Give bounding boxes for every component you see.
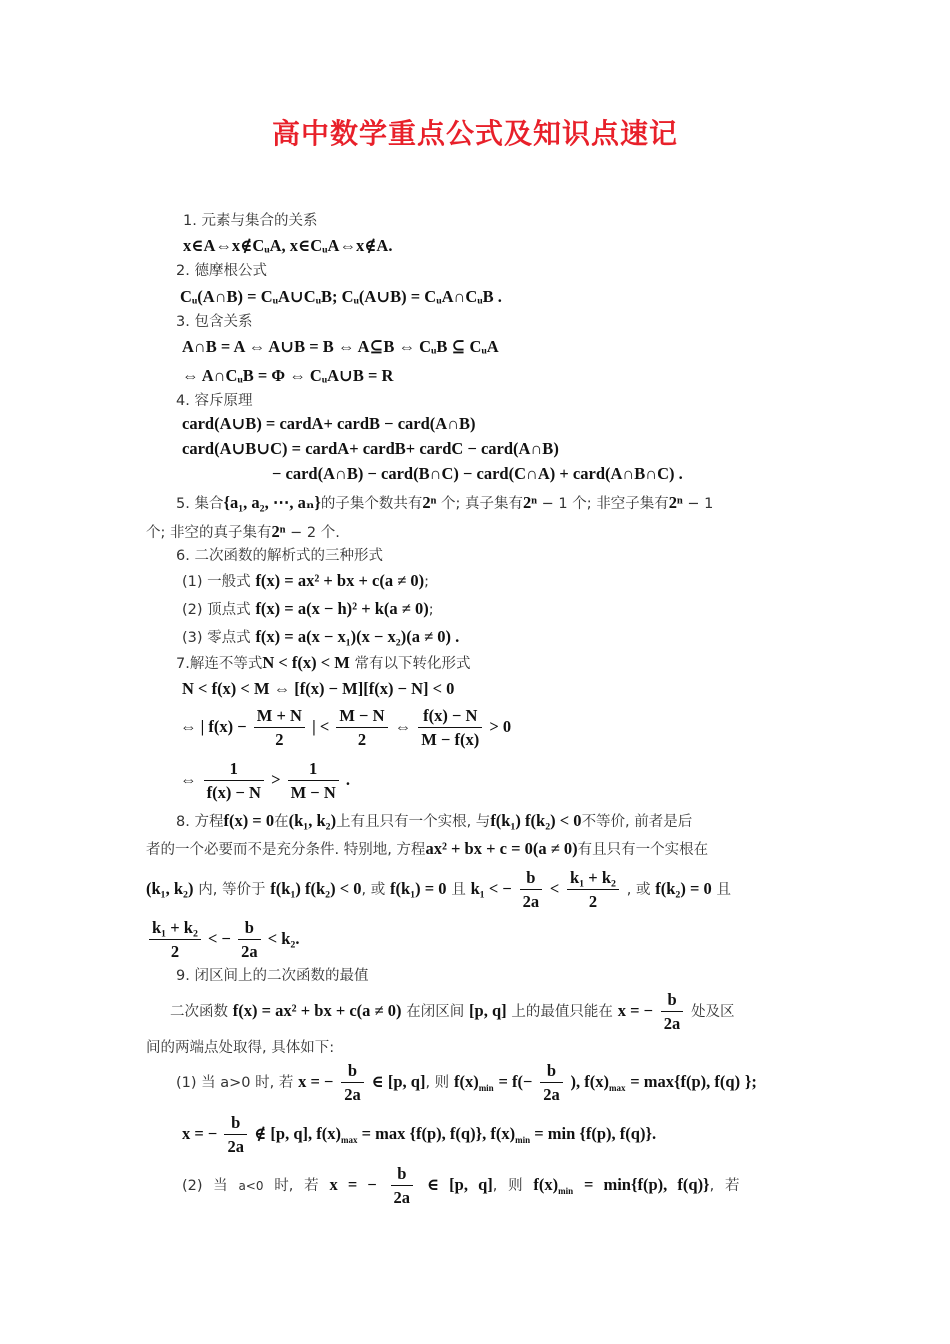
section-5-line-1: 5. 集合{a₁, a₂, ⋯, aₙ}的子集个数共有2ⁿ 个; 真子集有2ⁿ − 1 个; 非空子集有2ⁿ − 1 xyxy=(176,493,714,512)
section-9-case-1: (1) 当 a>0 时, 若 x = − $\frac{b}{2a}$ ∈ [p, q], 则 $f(x)_{min} = f(-$ $\frac{b}{2a}$ ), $f(x)_{max} = \max\{f(p)$, f(q) }; xyxy=(176,1061,757,1104)
fraction: $\frac{f(x) - N}{M - f(x)}$ xyxy=(418,706,482,750)
section-8-line-3: (k₁, k₂) 内, 等价于 f(k₁) f(k₂) < 0, 或 f(k₁) = 0 且 k₁ < − $\frac{b}{2a}$ < $\frac{\text{k₁ + k₂}}{2}$ , 或 f(k₂) = 0 且 xyxy=(146,868,732,911)
section-3-formula-2: ⇔ A∩CᵤB = Φ ⇔ CᵤA∪B = R xyxy=(182,366,394,385)
section-6-vertex-form: (2) 顶点式 f(x) = a(x − h)² + k(a ≠ 0); xyxy=(182,599,434,618)
fraction: $\frac{b}{2a}$ xyxy=(224,1113,247,1157)
section-4-heading: 4. 容斥原理 xyxy=(176,393,253,409)
fraction: $\frac{M + N}{2}$ xyxy=(254,706,305,750)
section-9-case-1-else: x = − $\frac{b}{2a}$ ∉ [p, q], $f(x)_{max} = \max \{f(p)$, f(q)}, $f(x)_{min} = \min \{f(p)$, f(q)}. xyxy=(182,1113,657,1156)
fraction: $\frac{b}{2a}$ xyxy=(540,1061,563,1105)
section-4-formula-2: card(A∪B∪C) = cardA+ cardB+ cardC − card(A∩B) xyxy=(182,439,559,458)
section-1-formula: x∈A⇔x∉CᵤA, x∈CᵤA⇔x∉A. xyxy=(183,236,393,255)
fraction: $\frac{1}{f(x) - N}$ xyxy=(204,759,264,803)
section-9-case-2: (2) 当 a<0 时, 若 x = − $\frac{b}{2a}$ ∈ [p, q], 则 $f(x)_{min} = \min\{f(p)$, f(q)}, 若 xyxy=(182,1164,740,1207)
fraction: $\frac{b}{2a}$ xyxy=(341,1061,364,1105)
section-6-zero-form: (3) 零点式 f(x) = a(x − x₁)(x − x₂)(a ≠ 0) . xyxy=(182,627,460,646)
section-7-formula-3: ⇔ $\frac{1}{f(x) - N}$ > $\frac{1}{M - N}$ . xyxy=(180,759,350,802)
section-6-general-form: (1) 一般式 f(x) = ax² + bx + c(a ≠ 0); xyxy=(182,571,430,590)
fraction: $\frac{b}{2a}$ xyxy=(661,990,684,1034)
section-8-line-2: 者的一个必要而不是充分条件. 特别地, 方程ax² + bx + c = 0(a ≠ 0)有且只有一个实根在 xyxy=(146,839,709,858)
page-title: 高中数学重点公式及知识点速记 xyxy=(271,117,678,150)
section-5-line-2: 个; 非空的真子集有2ⁿ − 2 个. xyxy=(146,522,340,541)
section-3-formula-1: A∩B = A ⇔ A∪B = B ⇔ A⊆B ⇔ CᵤB ⊆ CᵤA xyxy=(182,337,499,356)
fraction: $\frac{\text{k₁ + k₂}}{2}$ xyxy=(149,918,201,962)
fraction: $\frac{1}{M - N}$ xyxy=(288,759,339,803)
section-3-heading: 3. 包含关系 xyxy=(176,314,253,330)
fraction: $\frac{b}{2a}$ xyxy=(238,918,261,962)
fraction: $\frac{\text{k₁ + k₂}}{2}$ xyxy=(567,868,619,912)
section-1-heading: 1. 元素与集合的关系 xyxy=(183,213,318,229)
section-2-heading: 2. 德摩根公式 xyxy=(176,263,267,279)
section-7-formula-2: ⇔ | f(x) − $\frac{M + N}{2}$ | < $\frac{M - N}{2}$ ⇔ $\frac{f(x) - N}{M - f(x)}$ > 0 xyxy=(180,706,512,749)
section-7-formula-1: N < f(x) < M ⇔ [f(x) − M][f(x) − N] < 0 xyxy=(182,679,455,698)
section-8-line-1: 8. 方程f(x) = 0在(k₁, k₂)上有且只有一个实根, 与f(k₁) f(k₂) < 0不等价, 前者是后 xyxy=(176,811,693,830)
section-9-line-1: 二次函数 f(x) = ax² + bx + c(a ≠ 0) 在闭区间 [p, q] 上的最值只能在 x = − $\frac{b}{2a}$ 处及区 xyxy=(170,990,735,1033)
section-2-formula: Cᵤ(A∩B) = CᵤA∪CᵤB; Cᵤ(A∪B) = CᵤA∩CᵤB . xyxy=(180,287,502,306)
section-8-line-4: $\frac{\text{k₁ + k₂}}{2}$ < − $\frac{b}{2a}$ < k₂. xyxy=(146,918,300,962)
section-9-line-2: 间的两端点处取得, 具体如下: xyxy=(146,1040,335,1056)
section-4-formula-3: − card(A∩B) − card(B∩C) − card(C∩A) + card(A∩B∩C) . xyxy=(272,464,683,483)
section-7-heading: 7.解连不等式N < f(x) < M 常有以下转化形式 xyxy=(176,653,471,672)
fraction: $\frac{M - N}{2}$ xyxy=(336,706,387,750)
fraction: $\frac{b}{2a}$ xyxy=(391,1164,414,1208)
fraction: $\frac{b}{2a}$ xyxy=(520,868,543,912)
section-9-heading: 9. 闭区间上的二次函数的最值 xyxy=(176,968,369,984)
section-6-heading: 6. 二次函数的解析式的三种形式 xyxy=(176,548,383,564)
section-4-formula-1: card(A∪B) = cardA+ cardB − card(A∩B) xyxy=(182,414,476,433)
